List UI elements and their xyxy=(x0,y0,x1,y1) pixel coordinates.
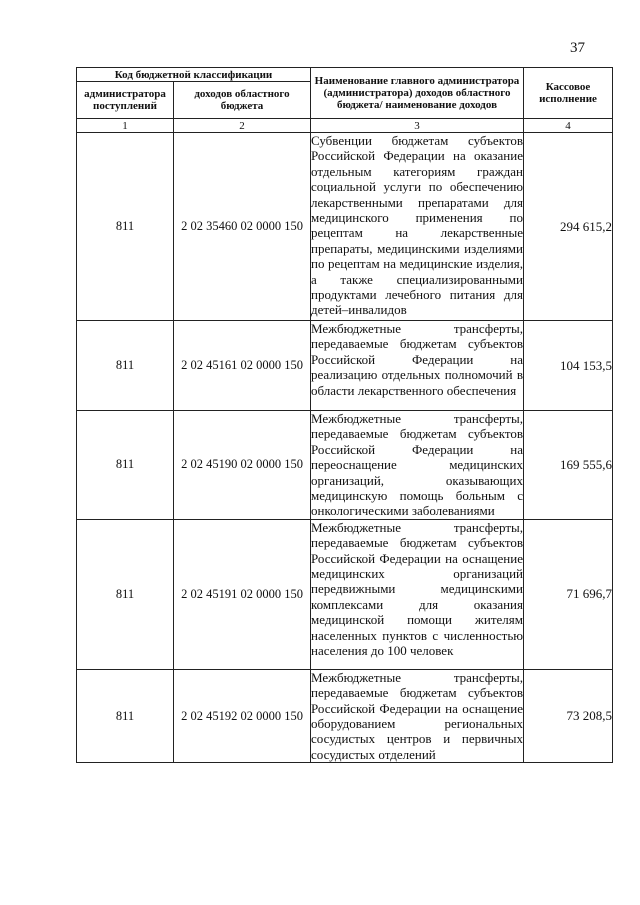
table-row xyxy=(77,133,613,321)
table-row xyxy=(77,519,613,669)
revenue-code-cell: 2 02 45192 02 0000 150 xyxy=(174,669,311,762)
column-number: 1 xyxy=(77,119,174,133)
column-number: 4 xyxy=(524,119,613,133)
revenue-code-column-header: доходов областного бюджета xyxy=(174,82,311,119)
revenue-code-cell: 2 02 45191 02 0000 150 xyxy=(174,519,311,669)
amount-cell: 73 208,5 xyxy=(524,669,613,762)
admin-code-cell: 811 xyxy=(77,321,174,411)
table-row xyxy=(77,321,613,411)
column-number-row xyxy=(77,119,613,133)
revenue-code-cell: 2 02 45190 02 0000 150 xyxy=(174,411,311,520)
page-number: 37 xyxy=(570,40,585,56)
classification-code-header: Код бюджетной классификации xyxy=(77,68,311,82)
admin-code-cell: 811 xyxy=(77,133,174,321)
admin-code-cell: 811 xyxy=(77,519,174,669)
table-row xyxy=(77,669,613,762)
revenue-name-cell: Межбюджетные трансферты, передаваемые бюджетам субъектов Российской Федерации на оснащение оборудованием региональных сосудистых центров и первичных сосудистых отделений xyxy=(311,669,523,762)
revenue-name-header: Наименование главного администратора (администратора) доходов областного бюджета/ наименование доходов xyxy=(311,68,524,119)
revenue-code-cell: 2 02 35460 02 0000 150 xyxy=(174,133,311,321)
amount-cell: 104 153,5 xyxy=(524,321,613,411)
revenue-name-cell: Межбюджетные трансферты, передаваемые бюджетам субъектов Российской Федерации на реализацию отдельных полномочий в области лекарственного обеспечения xyxy=(311,321,524,411)
amount-cell: 71 696,7 xyxy=(524,519,613,669)
header-row-top xyxy=(77,68,613,82)
revenue-code-cell: 2 02 45161 02 0000 150 xyxy=(174,321,311,411)
admin-code-cell: 811 xyxy=(77,669,174,762)
table-row xyxy=(77,411,613,520)
admin-code-cell: 811 xyxy=(77,411,174,520)
revenue-name-cell: Межбюджетные трансферты, передаваемые бюджетам субъектов Российской Федерации на переоснащение медицинских организаций, оказывающих медицинскую помощь больным с онкологическими заболеваниями xyxy=(311,411,523,519)
column-number: 3 xyxy=(311,119,524,133)
column-number: 2 xyxy=(174,119,311,133)
revenue-name-cell: Субвенции бюджетам субъектов Российской Федерации на оказание отдельным категориям граждан социальной услуги по обеспечению лекарственными препаратами для медицинского применения по рецептам на лекарственные препараты, медицинскими изделиями по рецептам на медицинские изделия, а также специализированными продуктами лечебного питания для детей–инвалидов xyxy=(311,133,524,321)
admin-column-header: администратора поступлений xyxy=(77,82,174,119)
amount-cell: 169 555,6 xyxy=(524,411,613,520)
cash-execution-header: Кассовое исполнение xyxy=(524,68,613,119)
revenue-name-cell: Межбюджетные трансферты, передаваемые бюджетам субъектов Российской Федерации на оснащение медицинских организаций передвижными медицинскими комплексами для оказания медицинской помощи жителям населенных пунктов с численностью населения до 100 человек xyxy=(311,519,524,669)
amount-cell: 294 615,2 xyxy=(524,133,613,321)
budget-table xyxy=(76,67,613,763)
